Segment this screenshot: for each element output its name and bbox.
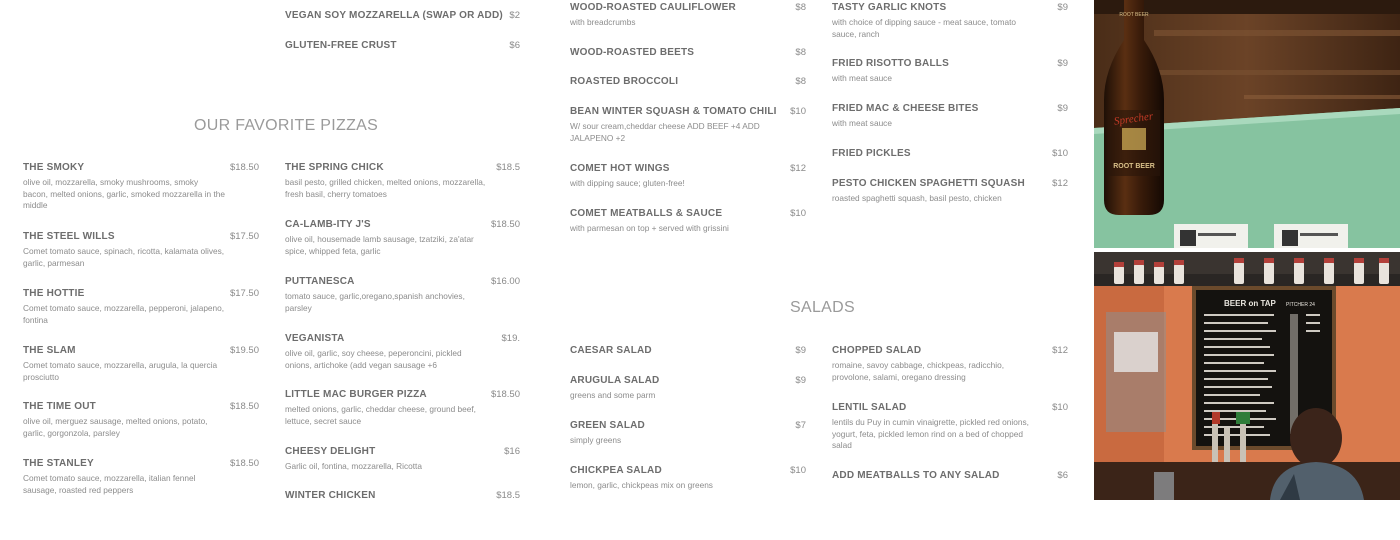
menu-item-description: Comet tomato sauce, mozzarella, italian fennel sausage, roasted red peppers: [23, 473, 196, 495]
menu-item-tasty-garlic-knots: [832, 2, 1068, 52]
menu-item-price: $16: [504, 446, 520, 457]
menu-item-description: with meat sauce: [832, 118, 892, 128]
menu-item-price: $18.50: [229, 458, 259, 469]
menu-item-price: $18.5: [496, 490, 520, 501]
menu-item-price: $9: [795, 345, 806, 356]
menu-item-name: THE HOTTIE: [23, 288, 85, 299]
menu-item-name: CHICKPEA SALAD: [570, 465, 662, 476]
menu-item-name: WOOD-ROASTED CAULIFLOWER: [570, 2, 736, 13]
menu-item-name: THE TIME OUT: [23, 401, 96, 412]
board-pitcher-text: PITCHER 24: [1286, 302, 1315, 308]
menu-item-description: basil pesto, grilled chicken, melted onions, mozzarella, fresh basil, cherry tomatoes: [285, 177, 486, 199]
menu-item-name: VEGANISTA: [285, 333, 345, 344]
menu-item-price: $17.50: [229, 231, 259, 242]
menu-item-price: $12: [1052, 345, 1068, 356]
menu-item-name: COMET MEATBALLS & SAUCE: [570, 208, 723, 219]
menu-item-description: melted onions, garlic, cheddar cheese, ground beef, lettuce, secret sauce: [285, 404, 476, 426]
menu-item-description: W/ sour cream,cheddar cheese ADD BEEF +4 ADD JALAPENO +2: [570, 121, 760, 143]
menu-item-name: VEGAN SOY MOZZARELLA (SWAP OR ADD): [285, 10, 503, 21]
menu-item-description: with meat sauce: [832, 73, 892, 83]
bottle-product-text: ROOT BEER: [1113, 163, 1155, 170]
menu-item-price: $10: [790, 465, 806, 476]
menu-item-pesto-chicken-spaghetti-squash: [832, 178, 1068, 228]
menu-item-name: TASTY GARLIC KNOTS: [832, 2, 947, 13]
menu-item-name: ROASTED BROCCOLI: [570, 76, 679, 87]
menu-item-price: $8: [795, 76, 806, 87]
menu-item-description: lemon, garlic, chickpeas mix on greens: [570, 480, 713, 490]
menu-item-description: with breadcrumbs: [570, 17, 636, 27]
menu-item-name: PUTTANESCA: [285, 276, 355, 287]
menu-item-price: $19.50: [229, 345, 259, 356]
menu-item-description: Garlic oil, fontina, mozzarella, Ricotta: [285, 461, 422, 471]
menu-item-the-stanley: [23, 458, 259, 508]
menu-item-description: with choice of dipping sauce - meat sauce, tomato sauce, ranch: [832, 17, 1017, 39]
bar-photo: [1094, 252, 1400, 500]
menu-item-description: Comet tomato sauce, mozzarella, pepperoni, jalapeno, fontina: [23, 303, 225, 325]
menu-item-price: $6: [509, 40, 520, 51]
menu-item-price: $18.50: [490, 389, 520, 400]
menu-item-description: romaine, savoy cabbage, chickpeas, radicchio, provolone, salami, oregano dressing: [832, 360, 1005, 382]
menu-item-name: CAESAR SALAD: [570, 345, 652, 356]
menu-item-name: CHOPPED SALAD: [832, 345, 922, 356]
menu-item-comet-meatballs-and-sauce: [570, 208, 806, 258]
menu-item-price: $9: [1057, 103, 1068, 114]
menu-item-price: $17.50: [229, 288, 259, 299]
menu-item-price: $9: [1057, 2, 1068, 13]
menu-item-the-time-out: [23, 401, 259, 451]
menu-item-price: $8: [795, 47, 806, 58]
menu-item-description: olive oil, merguez sausage, melted onions, potato, garlic, gorgonzola, parsley: [23, 416, 208, 438]
menu-item-fried-mac-and-cheese-bites: [832, 103, 1068, 153]
menu-item-bean-winter-squash-and-tomato-chili: [570, 106, 806, 156]
menu-item-name: CA-LAMB-ITY J'S: [285, 219, 371, 230]
menu-item-description: lentils du Puy in cumin vinaigrette, pickled red onions, yogurt, feta, pickled lemon rind on a bed of chopped salad: [832, 417, 1029, 450]
menu-item-the-spring-chick: [285, 162, 520, 212]
menu-item-chopped-salad: [832, 345, 1068, 395]
menu-item-description: olive oil, garlic, soy cheese, peperoncini, pickled onions, artichoke (add vegan sausage +6: [285, 348, 462, 370]
menu-item-description: tomato sauce, garlic,oregano,spanish anchovies, parsley: [285, 291, 465, 313]
menu-item-description: simply greens: [570, 435, 622, 445]
menu-item-description: Comet tomato sauce, mozzarella, arugula, la quercia prosciutto: [23, 360, 218, 382]
menu-item-description: with dipping sauce; gluten-free!: [570, 178, 685, 188]
menu-item-the-hottie: [23, 288, 259, 338]
menu-item-cheesy-delight: [285, 446, 520, 496]
menu-item-name: FRIED PICKLES: [832, 148, 911, 159]
menu-item-description: olive oil, housemade lamb sausage, tzatziki, za'atar spice, whipped feta, garlic: [285, 234, 474, 256]
menu-item-price: $9: [795, 375, 806, 386]
menu-item-name: THE SMOKY: [23, 162, 85, 173]
menu-item-price: $8: [795, 2, 806, 13]
menu-item-description: olive oil, mozzarella, smoky mushrooms, smoky bacon, melted onions, garlic, smoked mozzarella in the middle: [23, 177, 225, 210]
menu-item-price: $10: [790, 106, 806, 117]
menu-item-name: THE STEEL WILLS: [23, 231, 115, 242]
menu-item-the-smoky: [23, 162, 259, 212]
menu-item-name: PESTO CHICKEN SPAGHETTI SQUASH: [832, 178, 1025, 189]
menu-item-name: THE SLAM: [23, 345, 76, 356]
menu-item-ca-lamb-ity-j-s: [285, 219, 520, 269]
menu-item-name: COMET HOT WINGS: [570, 163, 670, 174]
board-title-text: BEER on TAP: [1224, 299, 1276, 308]
menu-item-puttanesca: [285, 276, 520, 326]
menu-item-name: THE SPRING CHICK: [285, 162, 384, 173]
menu-item-little-mac-burger-pizza: [285, 389, 520, 439]
menu-item-name: ARUGULA SALAD: [570, 375, 660, 386]
menu-item-name: FRIED RISOTTO BALLS: [832, 58, 949, 69]
pizzas-section-title: OUR FAVORITE PIZZAS: [194, 117, 379, 134]
menu-item-name: CHEESY DELIGHT: [285, 446, 376, 457]
menu-item-name: GLUTEN-FREE CRUST: [285, 40, 397, 51]
menu-item-price: $12: [790, 163, 806, 174]
menu-item-description: greens and some parm: [570, 390, 656, 400]
menu-item-gluten-free-crust: [285, 40, 520, 90]
menu-item-green-salad: [570, 420, 806, 470]
menu-item-add-meatballs-to-any-salad: [832, 470, 1068, 520]
menu-item-name: ADD MEATBALLS TO ANY SALAD: [832, 470, 1000, 481]
menu-item-price: $10: [790, 208, 806, 219]
menu-item-fried-risotto-balls: [832, 58, 1068, 108]
menu-item-price: $7: [795, 420, 806, 431]
menu-item-name: LITTLE MAC BURGER PIZZA: [285, 389, 427, 400]
menu-item-price: $18.50: [490, 219, 520, 230]
bottle-brand-text: Sprecher: [1113, 110, 1154, 128]
menu-item-lentil-salad: [832, 402, 1068, 452]
menu-item-price: $18.5: [496, 162, 520, 173]
menu-item-winter-chicken: [285, 490, 520, 540]
menu-item-price: $18.50: [229, 162, 259, 173]
salads-section-title: SALADS: [790, 299, 855, 316]
menu-item-name: BEAN WINTER SQUASH & TOMATO CHILI: [570, 106, 777, 117]
menu-item-name: GREEN SALAD: [570, 420, 645, 431]
menu-item-the-slam: [23, 345, 259, 395]
menu-item-price: $12: [1052, 178, 1068, 189]
menu-item-name: WOOD-ROASTED BEETS: [570, 47, 695, 58]
menu-item-name: THE STANLEY: [23, 458, 94, 469]
menu-item-price: $10: [1052, 148, 1068, 159]
menu-item-name: WINTER CHICKEN: [285, 490, 376, 501]
menu-item-the-steel-wills: [23, 231, 259, 281]
menu-item-arugula-salad: [570, 375, 806, 425]
menu-item-price: $6: [1057, 470, 1068, 481]
menu-item-description: roasted spaghetti squash, basil pesto, chicken: [832, 193, 1002, 203]
menu-item-comet-hot-wings: [570, 163, 806, 213]
bottle-cap-text: ROOT BEER: [1119, 12, 1149, 18]
menu-item-price: $19.: [501, 333, 520, 344]
root-beer-photo: [1094, 0, 1400, 248]
menu-item-name: FRIED MAC & CHEESE BITES: [832, 103, 979, 114]
menu-item-price: $9: [1057, 58, 1068, 69]
menu-item-description: with parmesan on top + served with grissini: [570, 223, 729, 233]
menu-item-name: LENTIL SALAD: [832, 402, 907, 413]
menu-item-price: $18.50: [229, 401, 259, 412]
menu-item-wood-roasted-cauliflower: [570, 2, 806, 52]
menu-item-price: $16.00: [490, 276, 520, 287]
menu-item-description: Comet tomato sauce, spinach, ricotta, kalamata olives, garlic, parmesan: [23, 246, 225, 268]
menu-item-veganista: [285, 333, 520, 383]
menu-item-price: $10: [1052, 402, 1068, 413]
menu-item-price: $2: [509, 10, 520, 21]
menu-item-chickpea-salad: [570, 465, 806, 515]
